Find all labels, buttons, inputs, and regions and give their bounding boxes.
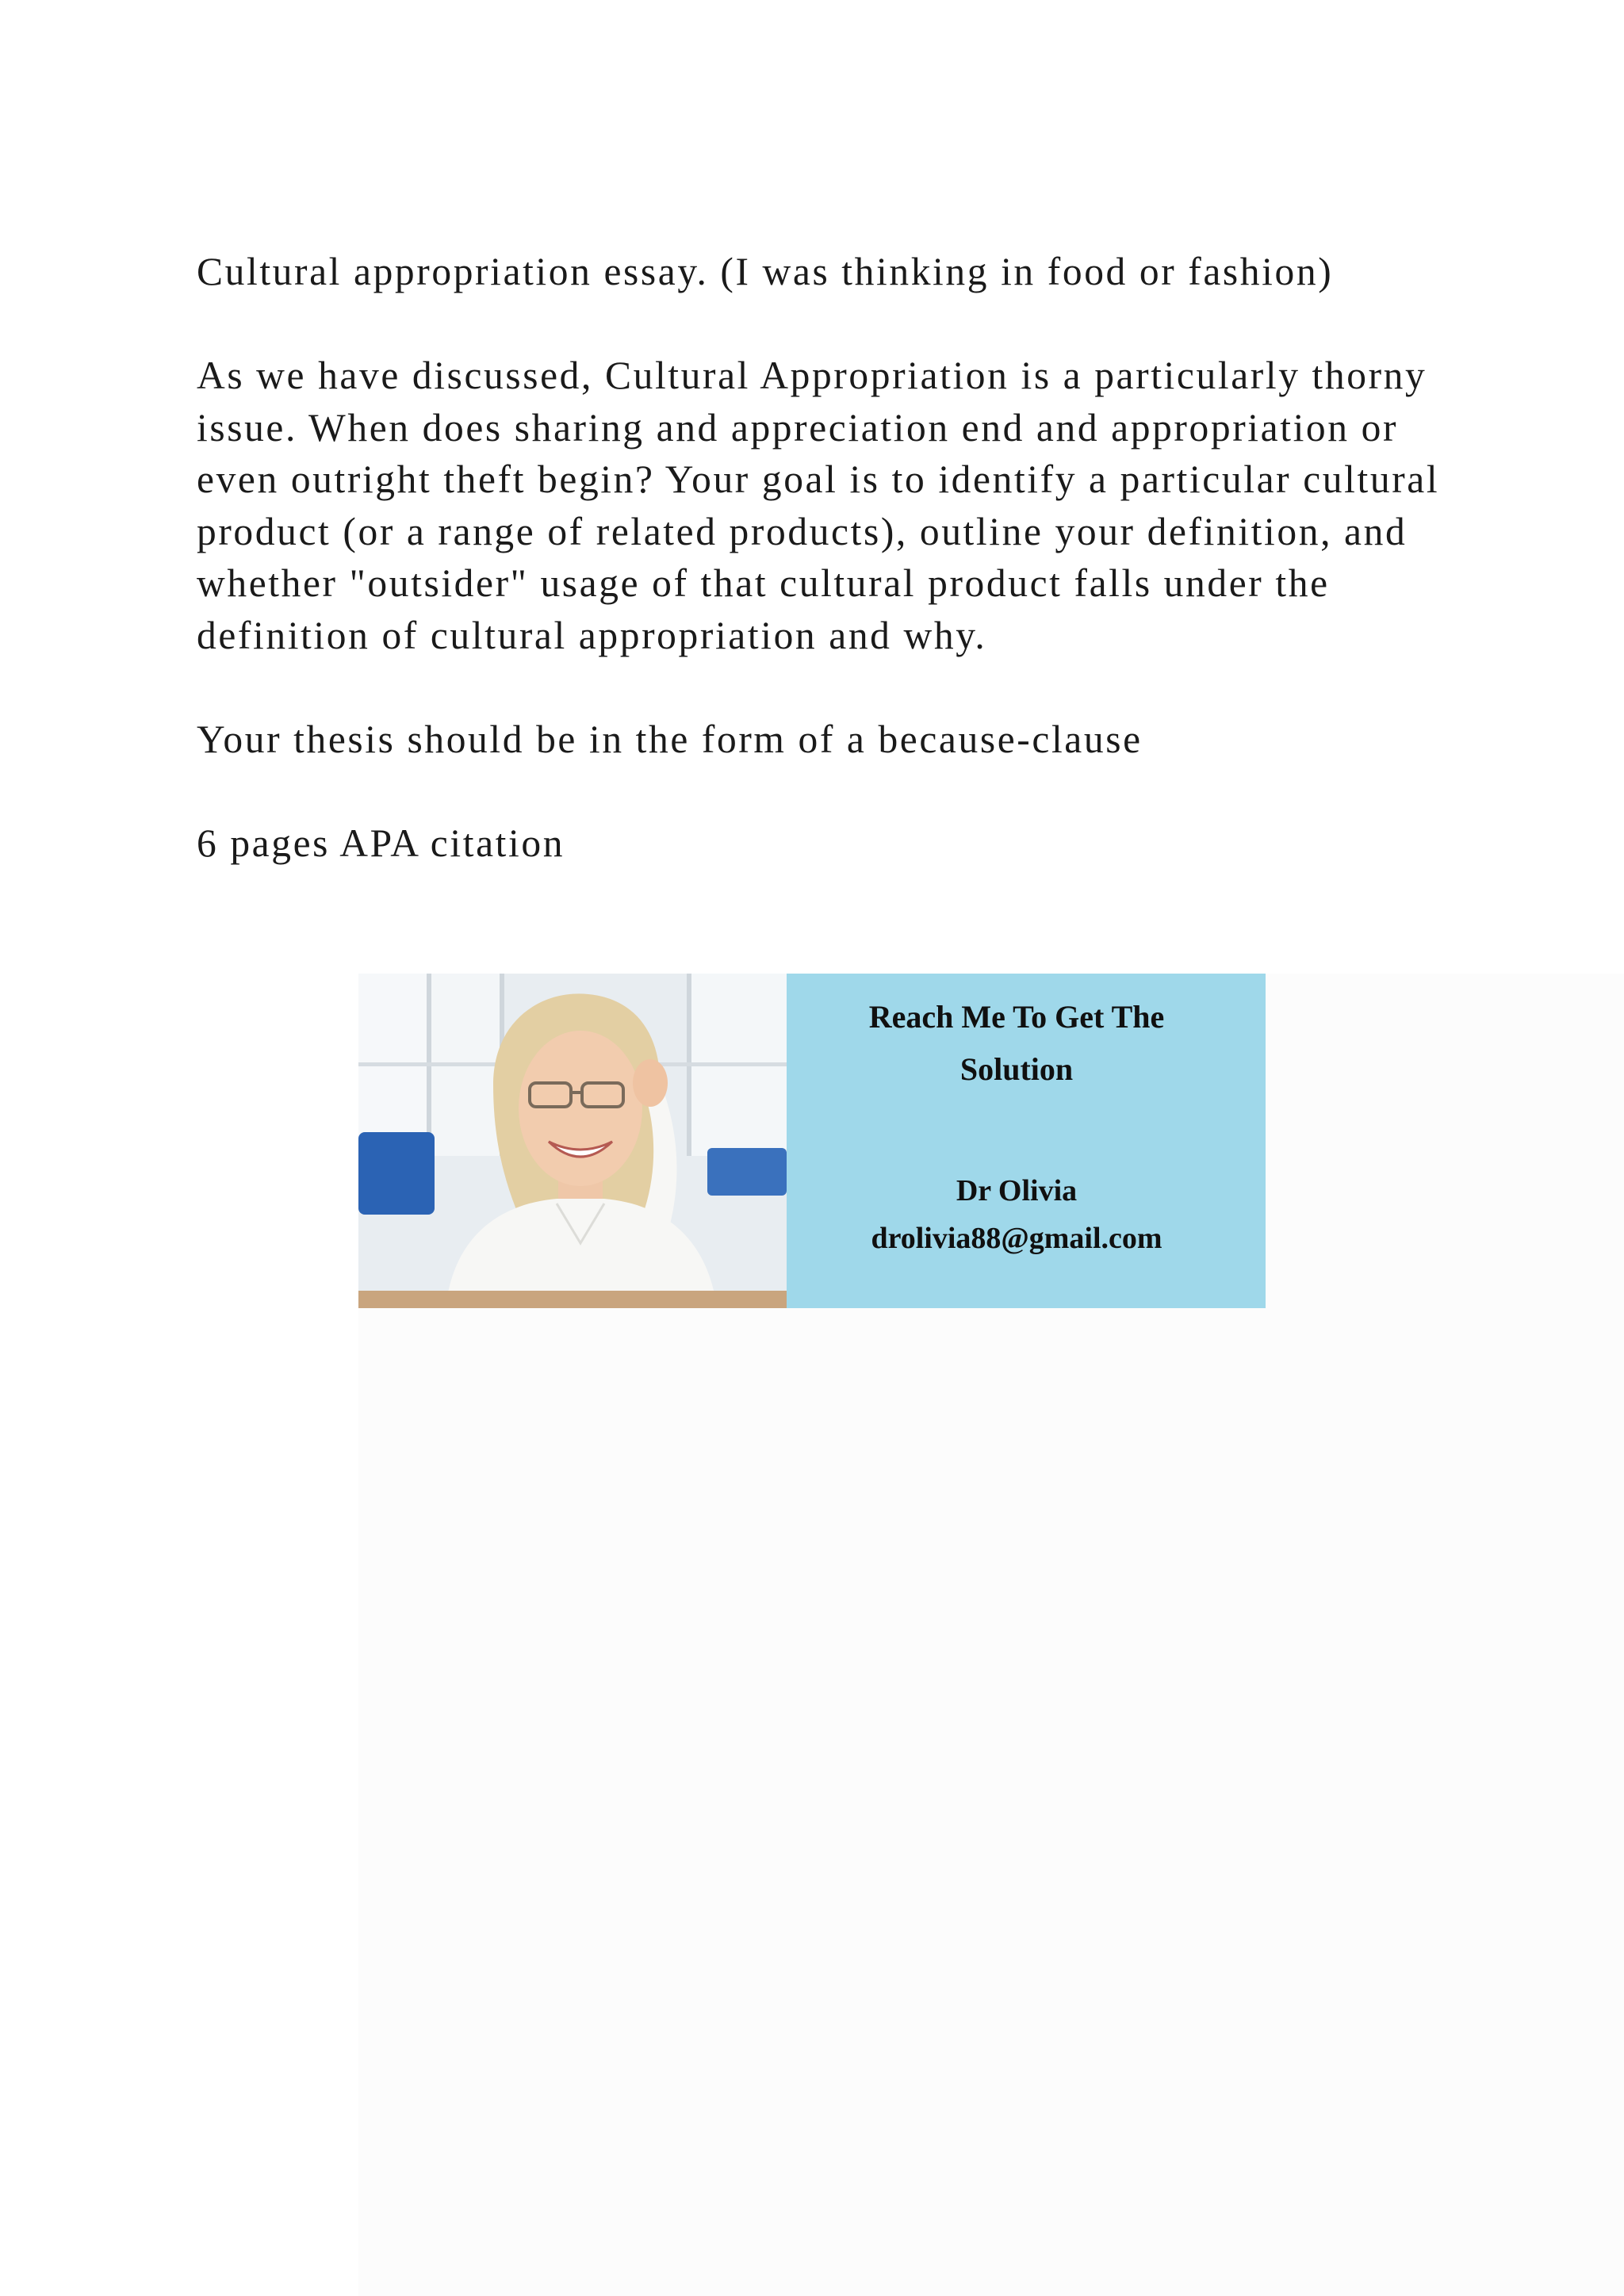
page-background-panel (358, 1308, 1624, 2296)
contact-email: drolivia88@gmail.com (871, 1222, 1162, 1255)
page-background-strip (1266, 974, 1624, 1308)
thesis-paragraph: Your thesis should be in the form of a because-clause (197, 717, 1143, 761)
contact-name: Dr Olivia (956, 1174, 1078, 1207)
instructions-paragraph: As we have discussed, Cultural Appropriation is a particularly thorny issue. When does sharing and appreciation end and appropriation or even outright theft begin? Your goal is to identify a particular cultural product (or a range of related products), outline your definition, and whether "outsider" usage of that cultural product falls under the definition of cultural appropriation and why. (197, 354, 1440, 657)
woman-smiling-with-glasses-photo (358, 974, 787, 1308)
document-body (197, 246, 1465, 869)
essay-title-paragraph: Cultural appropriation essay. (I was thinking in food or fashion) (197, 250, 1334, 293)
promo-banner (358, 974, 1266, 1308)
promo-heading: Reach Me To Get The Solution (868, 999, 1165, 1087)
requirements-paragraph: 6 pages APA citation (197, 821, 565, 865)
contact-info-panel (787, 974, 1266, 1308)
